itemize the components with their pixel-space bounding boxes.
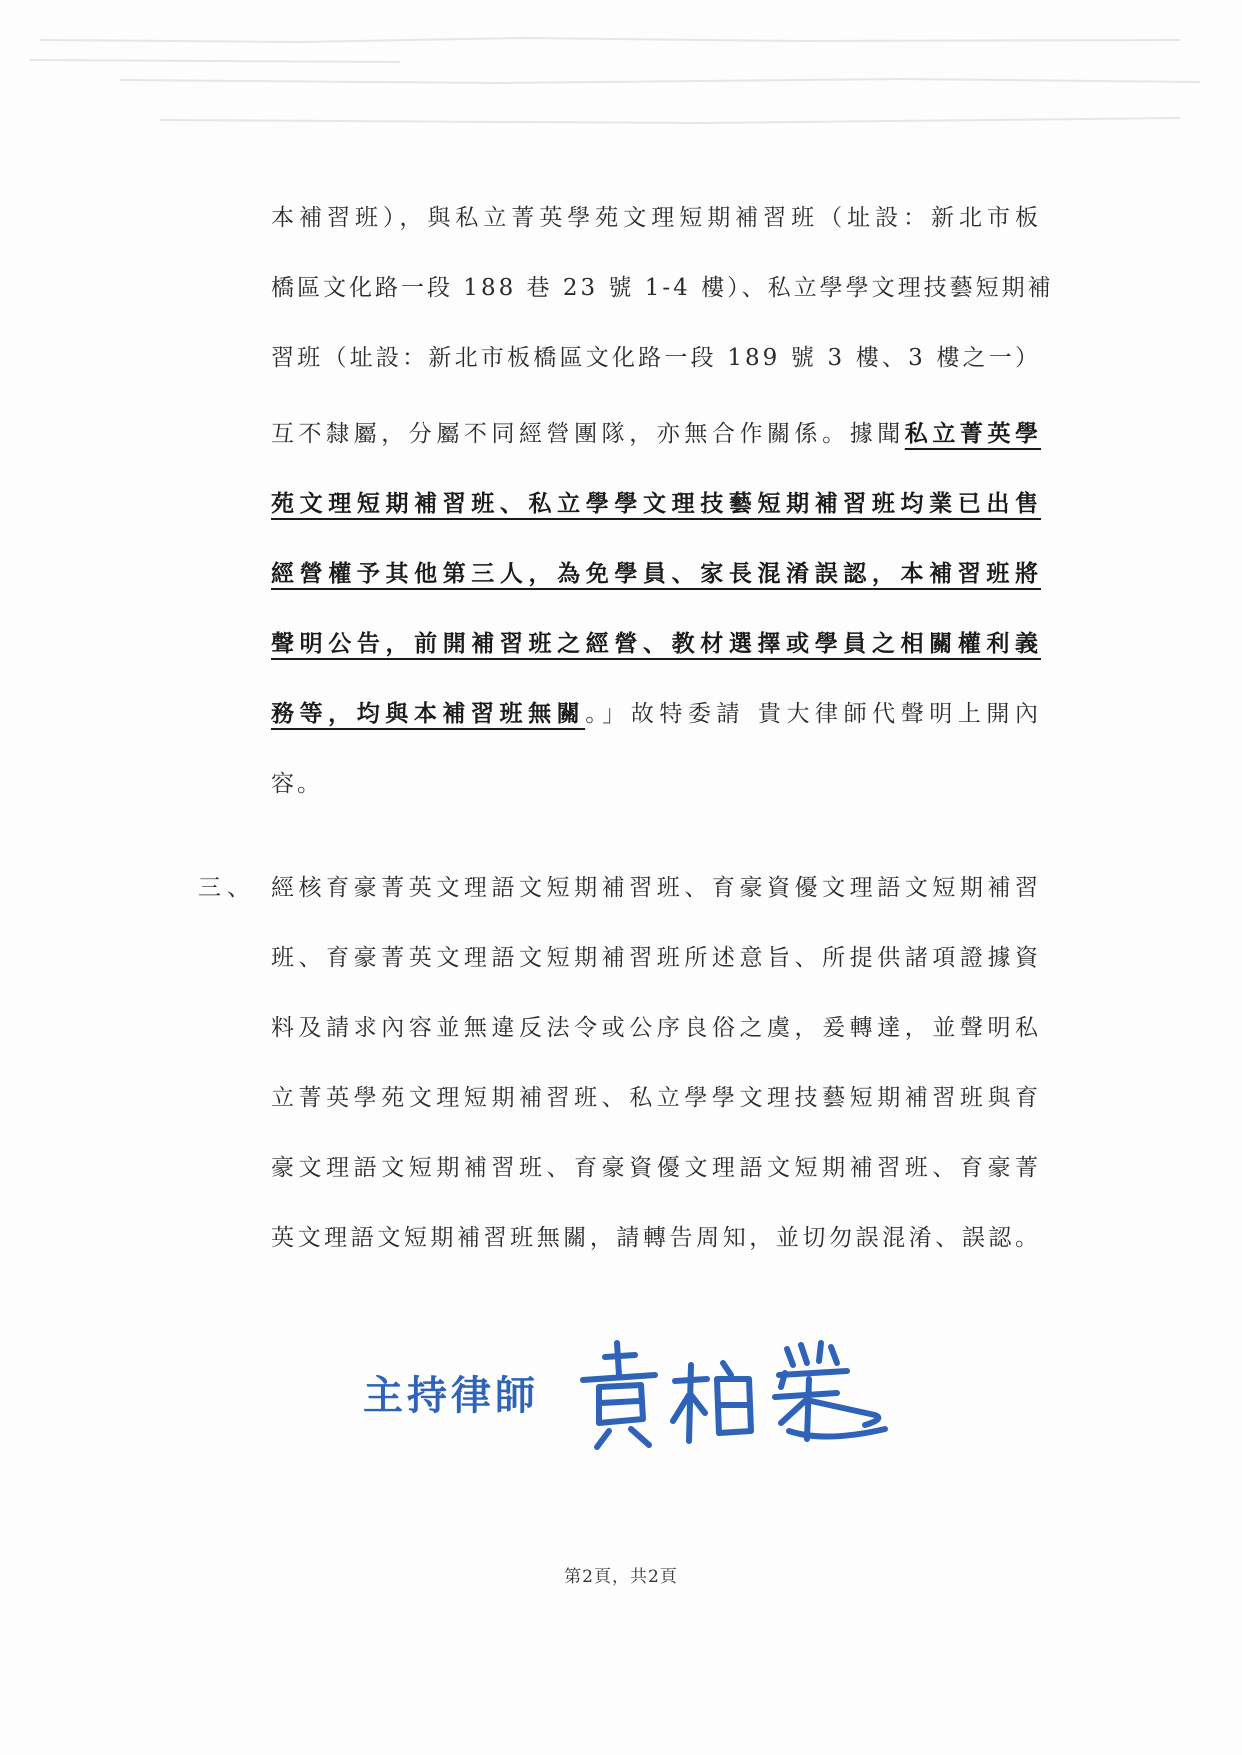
page-indicator: 第2頁，共2頁 bbox=[564, 1567, 678, 1587]
body-line-2: 橋區文化路一段 188 巷 23 號 1-4 樓）、私立學學文理技藝短期補 bbox=[271, 275, 1054, 301]
para3-line-2: 班、育豪菁英文理語文短期補習班所述意旨、所提供諸項證據資 bbox=[271, 945, 1041, 971]
handwritten-signature bbox=[575, 1335, 895, 1455]
signature-label: 主持律師 bbox=[363, 1373, 539, 1419]
bold-line-3-text: 聲明公告，前開補習班之經營、教材選擇或學員之相關權利義 bbox=[271, 630, 1041, 657]
bold-line-3 bbox=[271, 624, 1041, 664]
para3-line-3: 料及請求內容並無違反法令或公序良俗之虞，爰轉達，並聲明私 bbox=[271, 1015, 1041, 1041]
para3-line-4: 立菁英學苑文理短期補習班、私立學學文理技藝短期補習班與育 bbox=[271, 1085, 1041, 1111]
bold-line-2-text: 經營權予其他第三人，為免學員、家長混淆誤認，本補習班將 bbox=[271, 560, 1041, 587]
bold-line-1 bbox=[271, 484, 1041, 524]
para3-line-1: 經核育豪菁英文理語文短期補習班、育豪資優文理語文短期補習 bbox=[271, 875, 1041, 901]
signature-block bbox=[355, 1335, 915, 1455]
body-line-8-bold: 務等，均與本補習班無關 bbox=[271, 700, 586, 727]
bold-line-2 bbox=[271, 554, 1041, 594]
bold-line-1-text: 苑文理短期補習班、私立學學文理技藝短期補習班均業已出售 bbox=[271, 490, 1041, 517]
body-line-4-bold: 私立菁英學 bbox=[904, 420, 1042, 447]
scan-noise-header bbox=[0, 0, 1242, 170]
para3-line-6: 英文理語文短期補習班無關，請轉告周知，並切勿誤混淆、誤認。 bbox=[271, 1225, 1041, 1251]
body-line-4 bbox=[271, 414, 1041, 454]
body-line-9: 容。 bbox=[271, 771, 323, 797]
para3-line-5: 豪文理語文短期補習班、育豪資優文理語文短期補習班、育豪菁 bbox=[271, 1155, 1041, 1181]
body-line-3: 習班（址設：新北市板橋區文化路一段 189 號 3 樓、3 樓之一） bbox=[271, 345, 1041, 371]
body-line-8-plain: 。」故特委請 貴大律師代聲明上開內 bbox=[585, 701, 1041, 727]
paragraph-3-number: 三、 bbox=[198, 875, 256, 901]
body-line-1: 本補習班），與私立菁英學苑文理短期補習班（址設：新北市板 bbox=[271, 205, 1041, 231]
body-line-4-plain: 互不隸屬，分屬不同經營團隊，亦無合作關係。據聞 bbox=[271, 421, 905, 447]
body-line-8 bbox=[271, 694, 1041, 734]
